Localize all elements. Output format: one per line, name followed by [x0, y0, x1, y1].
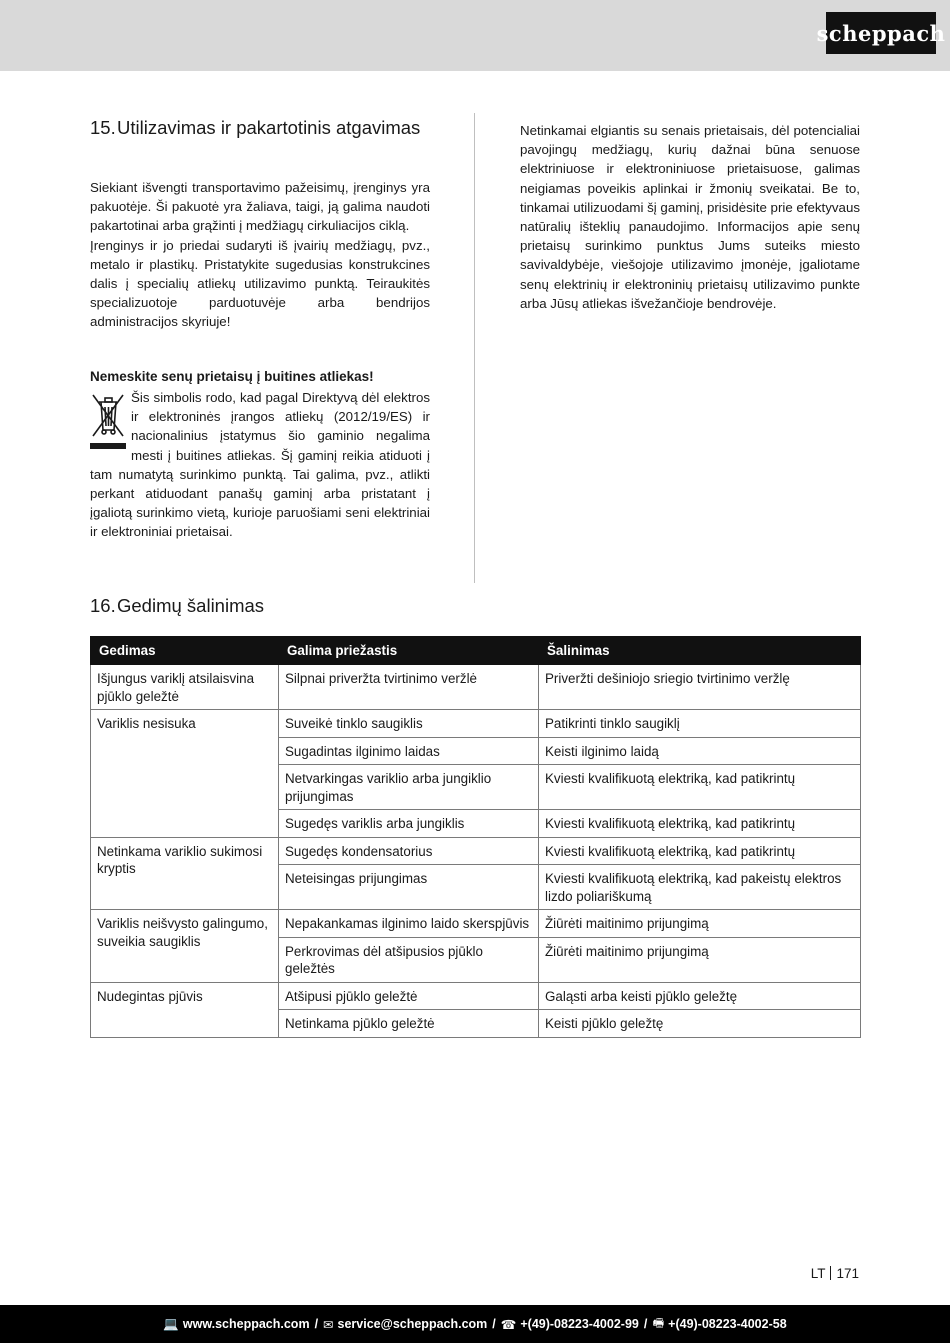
- page-number: [811, 1266, 859, 1281]
- footer-fax: +(49)-08223-4002-58: [668, 1317, 787, 1331]
- table-header-row: [91, 637, 861, 665]
- remedy-cell: Žiūrėti maitinimo prijungimą: [539, 937, 861, 982]
- table-row: [91, 910, 861, 938]
- computer-icon: 💻: [163, 1316, 179, 1331]
- weee-block: [90, 388, 430, 542]
- fault-cell: Variklis neišvysto galingumo, suveikia saugiklis: [91, 910, 279, 983]
- troubleshooting-table: [90, 636, 861, 1038]
- column-divider: [474, 113, 475, 583]
- cause-cell: Sugedęs variklis arba jungiklis: [279, 810, 539, 838]
- section-16-title: [90, 595, 490, 617]
- section-15-title: [90, 117, 450, 139]
- phone-icon: ☎: [500, 1317, 517, 1332]
- page-number-value: 171: [836, 1266, 859, 1281]
- section-15-body: [90, 178, 430, 332]
- cause-cell: Suveikė tinklo saugiklis: [279, 710, 539, 738]
- fault-cell: Netinkama variklio sukimosi kryptis: [91, 837, 279, 910]
- section-15-right-column: [520, 121, 860, 313]
- header-band: [0, 0, 950, 71]
- table-row: [91, 837, 861, 865]
- footer-separator: /: [314, 1317, 319, 1331]
- remedy-cell: Patikrinti tinklo saugiklį: [539, 710, 861, 738]
- section-15-number: 15.: [90, 117, 116, 138]
- fax-icon: 🖷: [652, 1315, 665, 1330]
- cause-cell: Sugadintas ilginimo laidas: [279, 737, 539, 765]
- cause-cell: Atšipusi pjūklo geležtė: [279, 982, 539, 1010]
- crossed-out-bin-icon: [90, 392, 126, 450]
- table-row: [91, 982, 861, 1010]
- cause-cell: Sugedęs kondensatorius: [279, 837, 539, 865]
- footer-email[interactable]: service@scheppach.com: [337, 1317, 488, 1331]
- footer-separator: /: [492, 1317, 496, 1331]
- table-body: [91, 665, 861, 1038]
- footer-separator: /: [643, 1317, 648, 1331]
- table-row: [91, 665, 861, 710]
- remedy-cell: Kviesti kvalifikuotą elektriką, kad patikrintų: [539, 765, 861, 810]
- cause-cell: Nepakankamas ilginimo laido skerspjūvis: [279, 910, 539, 938]
- fault-cell: Variklis nesisuka: [91, 710, 279, 838]
- page-number-divider: [830, 1266, 831, 1280]
- remedy-cell: Priveržti dešiniojo sriegio tvirtinimo veržlę: [539, 665, 861, 710]
- cause-cell: Neteisingas prijungimas: [279, 865, 539, 910]
- fault-cell: Nudegintas pjūvis: [91, 982, 279, 1037]
- section-15-title-text: Utilizavimas ir pakartotinis atgavimas: [117, 117, 421, 138]
- header-cause: Galima priežastis: [279, 637, 539, 665]
- footer-band: [0, 1305, 950, 1343]
- remedy-cell: Kviesti kvalifikuotą elektriką, kad pakeistų elektros lizdo poliariškumą: [539, 865, 861, 910]
- remedy-cell: Kviesti kvalifikuotą elektriką, kad patikrintų: [539, 810, 861, 838]
- fault-cell: Išjungus variklį atsilaisvina pjūklo geležtė: [91, 665, 279, 710]
- remedy-cell: Žiūrėti maitinimo prijungimą: [539, 910, 861, 938]
- scheppach-logo: scheppach: [826, 12, 936, 54]
- weee-text: Šis simbolis rodo, kad pagal Direktyvą dėl elektros ir elektroninės įrangos atliekų (2012/19/ES) ir nacionalinius įstatymus šio gaminio negalima mesti į buitines atliekas. Šį gaminį reikia atiduoti į tam numatytą surinkimo punktą. Tai galima, pvz., atlikti perkant atiduodant panašų gaminį arba pristatant į įgaliotą surinkimo vietą, kurioje paruošiami seni elektriniai ir elektroniniai prietaisai.: [90, 390, 430, 540]
- section-15-paragraph: Siekiant išvengti transportavimo pažeisimų, įrenginys yra pakuotėje. Ši pakuotė yra žaliava, taigi, ją galima naudoti pakartotinai arba grąžinti į medžiagų cirkuliacijos ciklą.: [90, 180, 430, 234]
- section-15-paragraph: Įrenginys ir jo priedai sudaryti iš įvairių medžiagų, pvz., metalo ir plastikų. Pristatykite sugedusias konstrukcines dalis į specialių atliekų utilizavimo punktą. Teiraukitės specializuotoje parduotuvėje arba bendrijos administracijos skyriuje!: [90, 237, 430, 330]
- cause-cell: Silpnai priveržta tvirtinimo veržlė: [279, 665, 539, 710]
- section-16-number: 16.: [90, 595, 116, 616]
- table-row: [91, 710, 861, 738]
- footer-phone: +(49)-08223-4002-99: [520, 1317, 639, 1331]
- footer-website[interactable]: www.scheppach.com: [182, 1317, 310, 1331]
- remedy-cell: Galąsti arba keisti pjūklo geležtę: [539, 982, 861, 1010]
- remedy-cell: Keisti pjūklo geležtę: [539, 1010, 861, 1038]
- page-language: LT: [810, 1266, 826, 1281]
- header-fault: Gedimas: [91, 637, 279, 665]
- cause-cell: Netinkama pjūklo geležtė: [279, 1010, 539, 1038]
- cause-cell: Netvarkingas variklio arba jungiklio prijungimas: [279, 765, 539, 810]
- header-remedy: Šalinimas: [539, 637, 861, 665]
- remedy-cell: Keisti ilginimo laidą: [539, 737, 861, 765]
- mail-icon: ✉: [323, 1317, 334, 1332]
- cause-cell: Perkrovimas dėl atšipusios pjūklo geležtės: [279, 937, 539, 982]
- section-15-right-text: Netinkamai elgiantis su senais prietaisais, dėl potencialiai pavojingų medžiagų, kurių dažnai būna senuose elektriniuose ir elektroniniuose prietaisuose, galimas neigiamas poveikis aplinkai ir žmonių sveikatai. Be to, tinkamai utilizuodami šį gaminį, prisidėsite prie efektyvaus natūralių išteklių panaudojimo. Informacijos apie senų prietaisų surinkimo punktus Jums suteiks miesto savivaldybėje, viešojoje utilizavimo įmonėje, įgaliotame senų elektrinių ir elektroninių prietaisų utilizavimo punkte arba Jūsų atliekas išvežančioje bendrovėje.: [520, 123, 860, 311]
- section-16-title-text: Gedimų šalinimas: [117, 595, 265, 616]
- remedy-cell: Kviesti kvalifikuotą elektriką, kad patikrintų: [539, 837, 861, 865]
- weee-heading: Nemeskite senų prietaisų į buitines atliekas!: [90, 369, 374, 384]
